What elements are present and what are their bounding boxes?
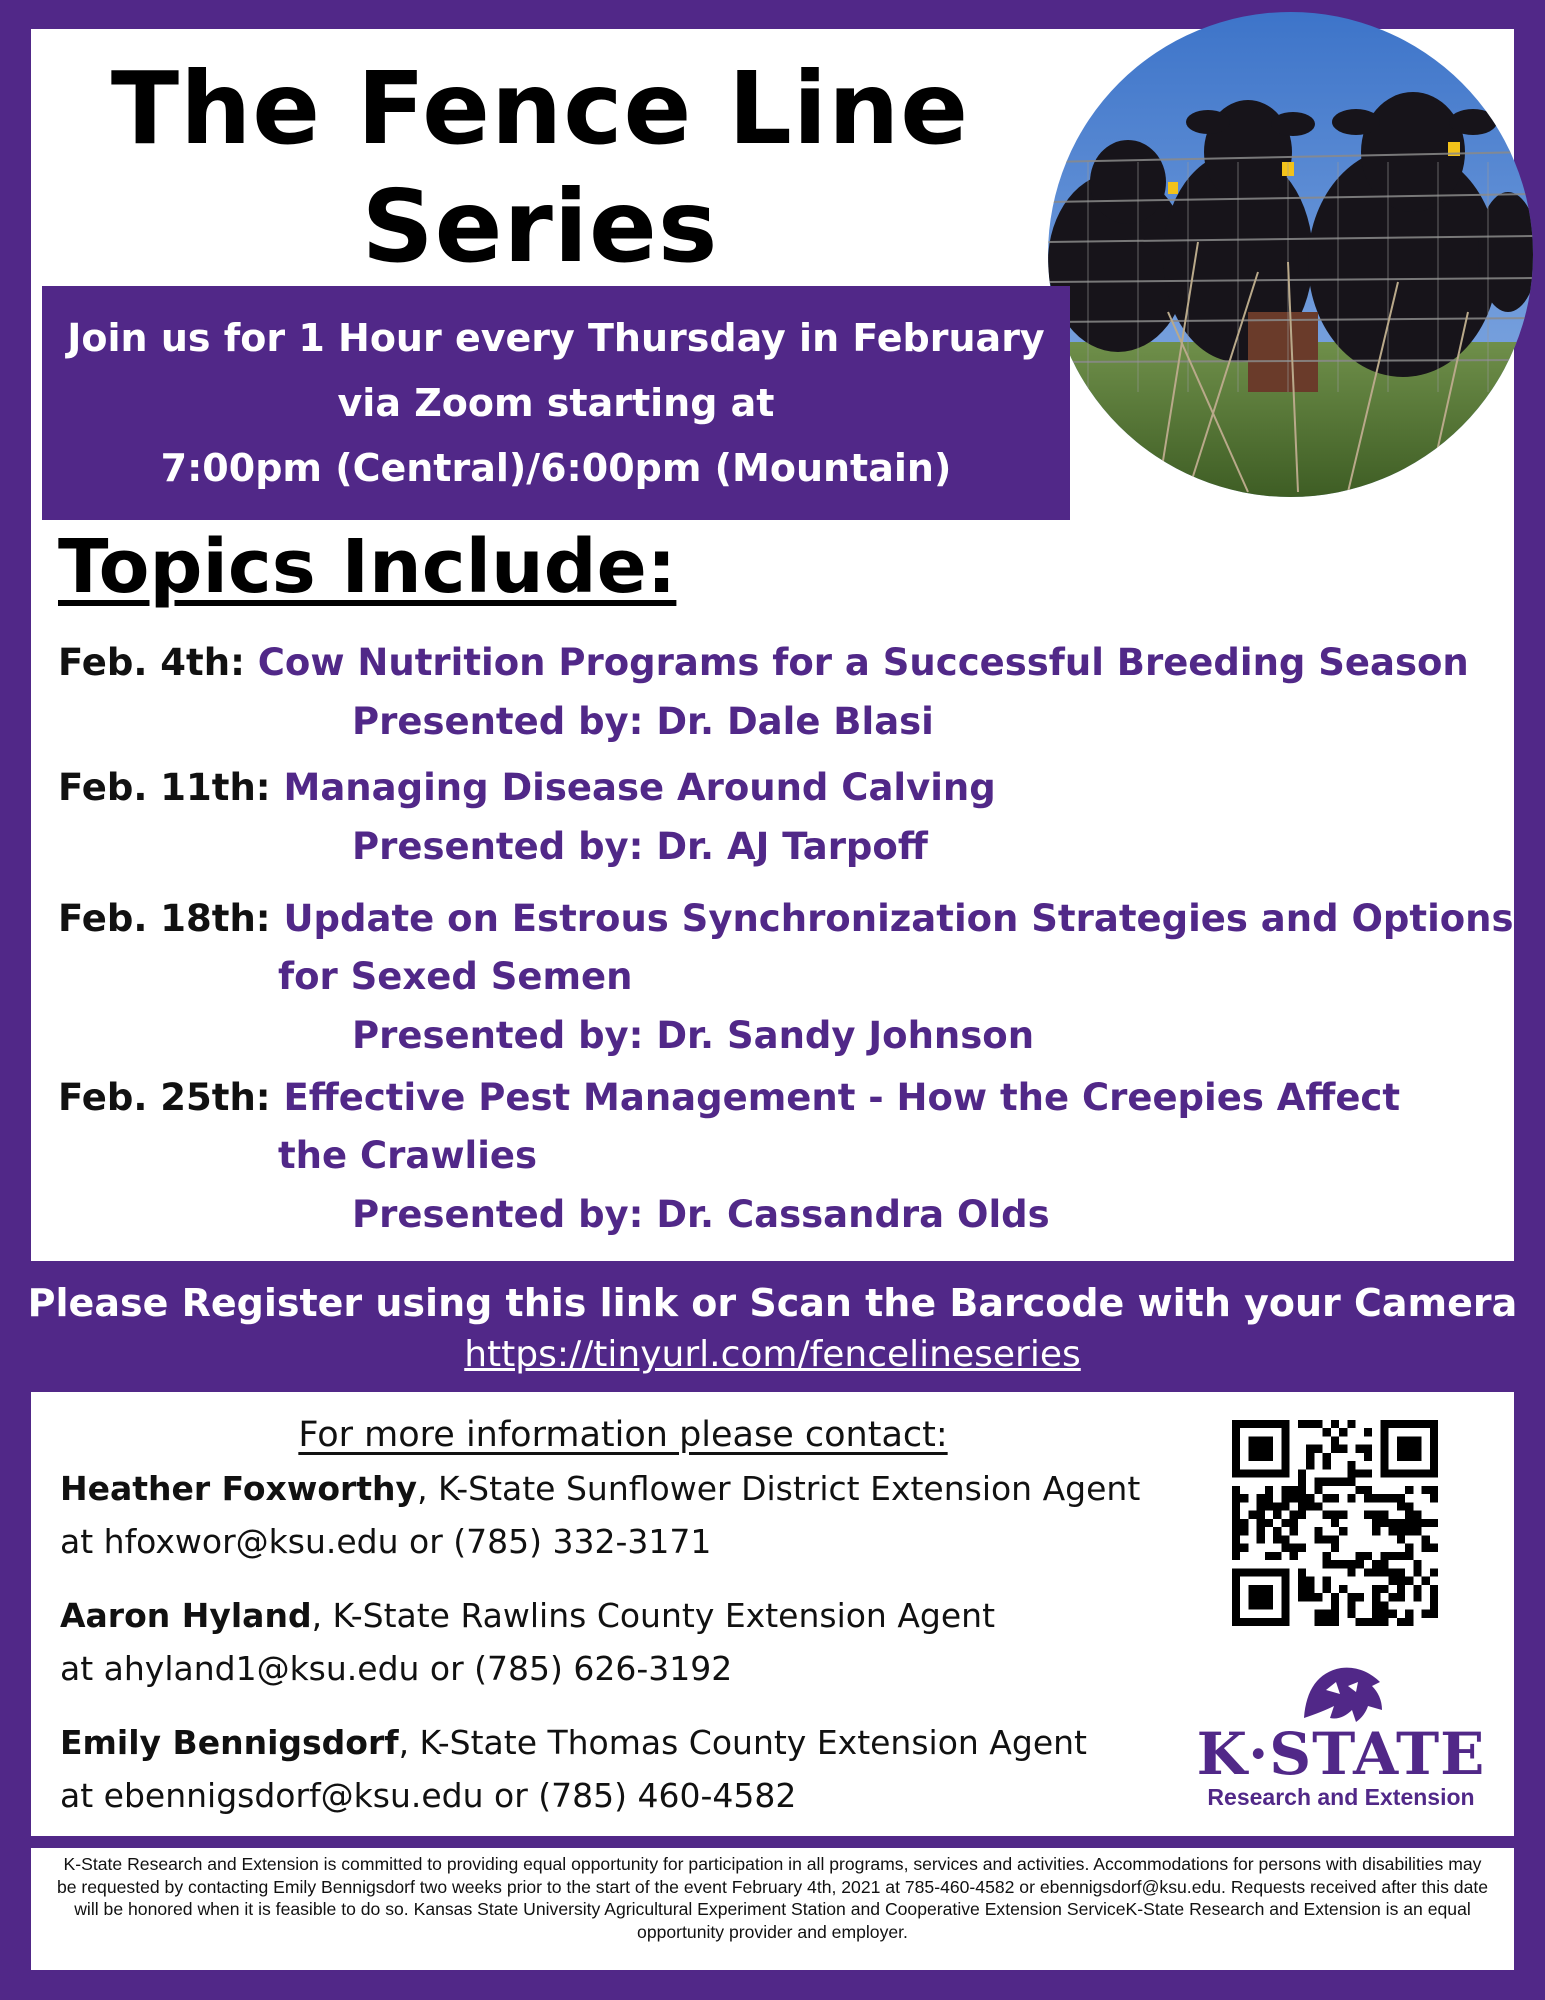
topic-title: Update on Estrous Synchronization Strategies and Options: [283, 897, 1514, 940]
contact-1-info: at hfoxwor@ksu.edu or (785) 332-3171: [60, 1522, 712, 1561]
topic-3-line: [58, 896, 1514, 942]
contact-2-name-line: [60, 1590, 995, 1642]
title-line-1: The Fence Line: [110, 50, 970, 167]
contact-3-name-line: [60, 1717, 1087, 1769]
banner-line-2: via Zoom starting at: [337, 381, 775, 425]
topic-presenter: Presented by: Dr. AJ Tarpoff: [352, 825, 928, 868]
contact-role: , K-State Thomas County Extension Agent: [398, 1723, 1087, 1762]
contact-1-name-line: [60, 1463, 1140, 1515]
topic-date: Feb. 4th:: [58, 641, 245, 684]
contact-role: , K-State Rawlins County Extension Agent: [311, 1596, 996, 1635]
topic-title-cont: for Sexed Semen: [278, 955, 633, 998]
cattle-photo: [1048, 12, 1533, 497]
contact-heading: For more information please contact:: [298, 1415, 948, 1455]
topic-2-line: [58, 765, 996, 811]
topic-1-line: [58, 640, 1469, 686]
topic-presenter: Presented by: Dr. Sandy Johnson: [352, 1014, 1035, 1057]
contact-name: Heather Foxworthy: [60, 1469, 418, 1508]
topic-presenter: Presented by: Dr. Cassandra Olds: [352, 1193, 1050, 1236]
wildcat-logo-icon: [1296, 1660, 1386, 1724]
banner-line-3: 7:00pm (Central)/6:00pm (Mountain): [160, 446, 952, 490]
banner-line-1: Join us for 1 Hour every Thursday in February: [67, 316, 1045, 360]
qr-code-icon: [1232, 1420, 1438, 1626]
register-text: Please Register using this link or Scan the Barcode with your Camera: [27, 1281, 1518, 1325]
contact-name: Emily Bennigsdorf: [60, 1723, 399, 1762]
contact-2-info: at ahyland1@ksu.edu or (785) 626-3192: [60, 1649, 733, 1688]
topic-date: Feb. 18th:: [58, 897, 271, 940]
topics-heading: Topics Include:: [58, 524, 677, 610]
topic-date: Feb. 25th:: [58, 1076, 271, 1119]
contact-3-info: at ebennigsdorf@ksu.edu or (785) 460-4582: [60, 1776, 797, 1815]
qr-code[interactable]: [1232, 1420, 1438, 1626]
topic-4-line: [58, 1075, 1400, 1121]
contact-name: Aaron Hyland: [60, 1596, 312, 1635]
disclaimer-text: K-State Research and Extension is committed to providing equal opportunity for participation in all programs, services and activities. Accommodations for persons with disabilities may be requested by contacting Emily Bennigsdorf two weeks prior to the start of the event February 4th, 2021 at 785-460-4582 or ebennigsdorf@ksu.edu. Requests received after this date will be honored when it is feasible to do so. Kansas State University Agricultural Experiment Station and Cooperative Extension ServiceK-State Research and Extension is an equal opportunity provider and employer.: [56, 1854, 1489, 1942]
title-line-2: Series: [361, 168, 719, 285]
schedule-banner: [42, 286, 1070, 520]
register-link[interactable]: https://tinyurl.com/fencelineseries: [464, 1334, 1081, 1375]
topic-title: Effective Pest Management - How the Creepies Affect: [283, 1076, 1401, 1119]
page-title: [60, 50, 1020, 286]
topic-title-cont: the Crawlies: [278, 1134, 538, 1177]
logo-wordmark: K·STATE: [1196, 1720, 1486, 1788]
topic-title: Managing Disease Around Calving: [283, 766, 996, 809]
cattle-photo-icon: [1048, 12, 1533, 497]
kstate-logo: [1196, 1660, 1486, 1820]
topic-title: Cow Nutrition Programs for a Successful Breeding Season: [257, 641, 1469, 684]
topic-presenter: Presented by: Dr. Dale Blasi: [352, 700, 934, 743]
contact-role: , K-State Sunflower District Extension Agent: [417, 1469, 1141, 1508]
topic-date: Feb. 11th:: [58, 766, 271, 809]
logo-subtitle: Research and Extension: [1207, 1784, 1475, 1810]
